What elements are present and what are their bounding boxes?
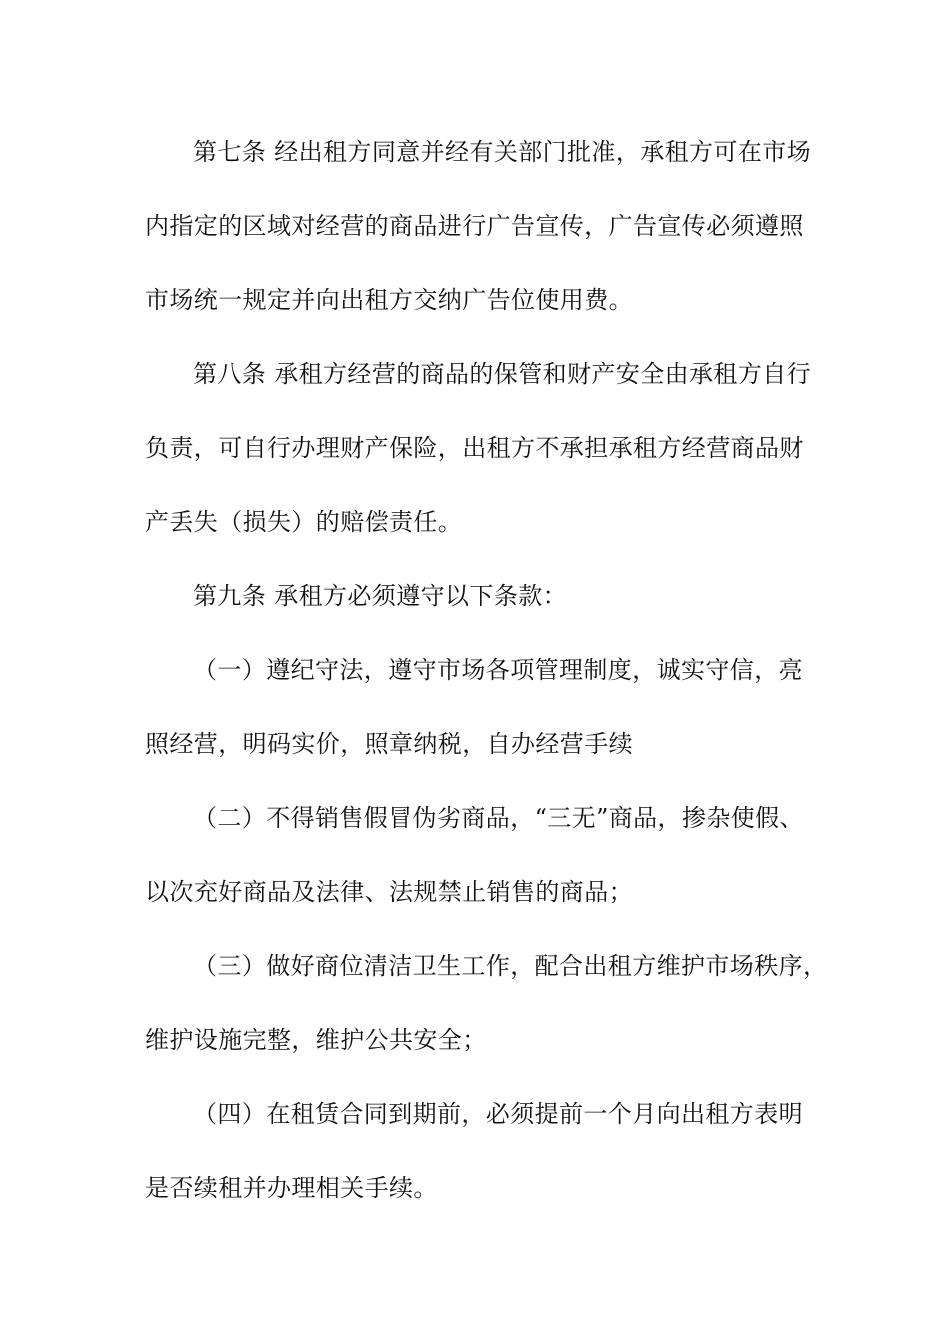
clause-1-line-2: 照经营，明码实价，照章纳税，自办经营手续 <box>145 730 633 758</box>
article-8-line-2: 负责，可自行办理财产保险，出租方不承担承租方经营商品财 <box>145 434 804 462</box>
article-8-line-1: 第八条 承租方经营的商品的保管和财产安全由承租方自行 <box>193 360 812 388</box>
clause-3-line-2: 维护设施完整，维护公共安全； <box>145 1026 487 1054</box>
article-9-heading: 第九条 承租方必须遵守以下条款： <box>193 582 568 610</box>
article-7-line-2: 内指定的区域对经营的商品进行广告宣传，广告宣传必须遵照 <box>145 212 804 240</box>
article-7-line-3: 市场统一规定并向出租方交纳广告位使用费。 <box>145 286 633 314</box>
clause-4-line-2: 是否续租并办理相关手续。 <box>145 1174 438 1202</box>
clause-2-line-1: （二）不得销售假冒伪劣商品，“三无”商品，掺杂使假、 <box>193 804 804 832</box>
clause-3-line-1: （三）做好商位清洁卫生工作，配合出租方维护市场秩序， <box>193 952 828 980</box>
article-8-line-3: 产丢失（损失）的赔偿责任。 <box>145 508 463 536</box>
clause-4-line-1: （四）在租赁合同到期前，必须提前一个月向出租方表明 <box>193 1100 803 1128</box>
clause-1-line-1: （一）遵纪守法，遵守市场各项管理制度，诚实守信，亮 <box>193 656 803 684</box>
article-7-line-1: 第七条 经出租方同意并经有关部门批准，承租方可在市场 <box>193 138 812 166</box>
clause-2-line-2: 以次充好商品及法律、法规禁止销售的商品； <box>145 878 633 906</box>
